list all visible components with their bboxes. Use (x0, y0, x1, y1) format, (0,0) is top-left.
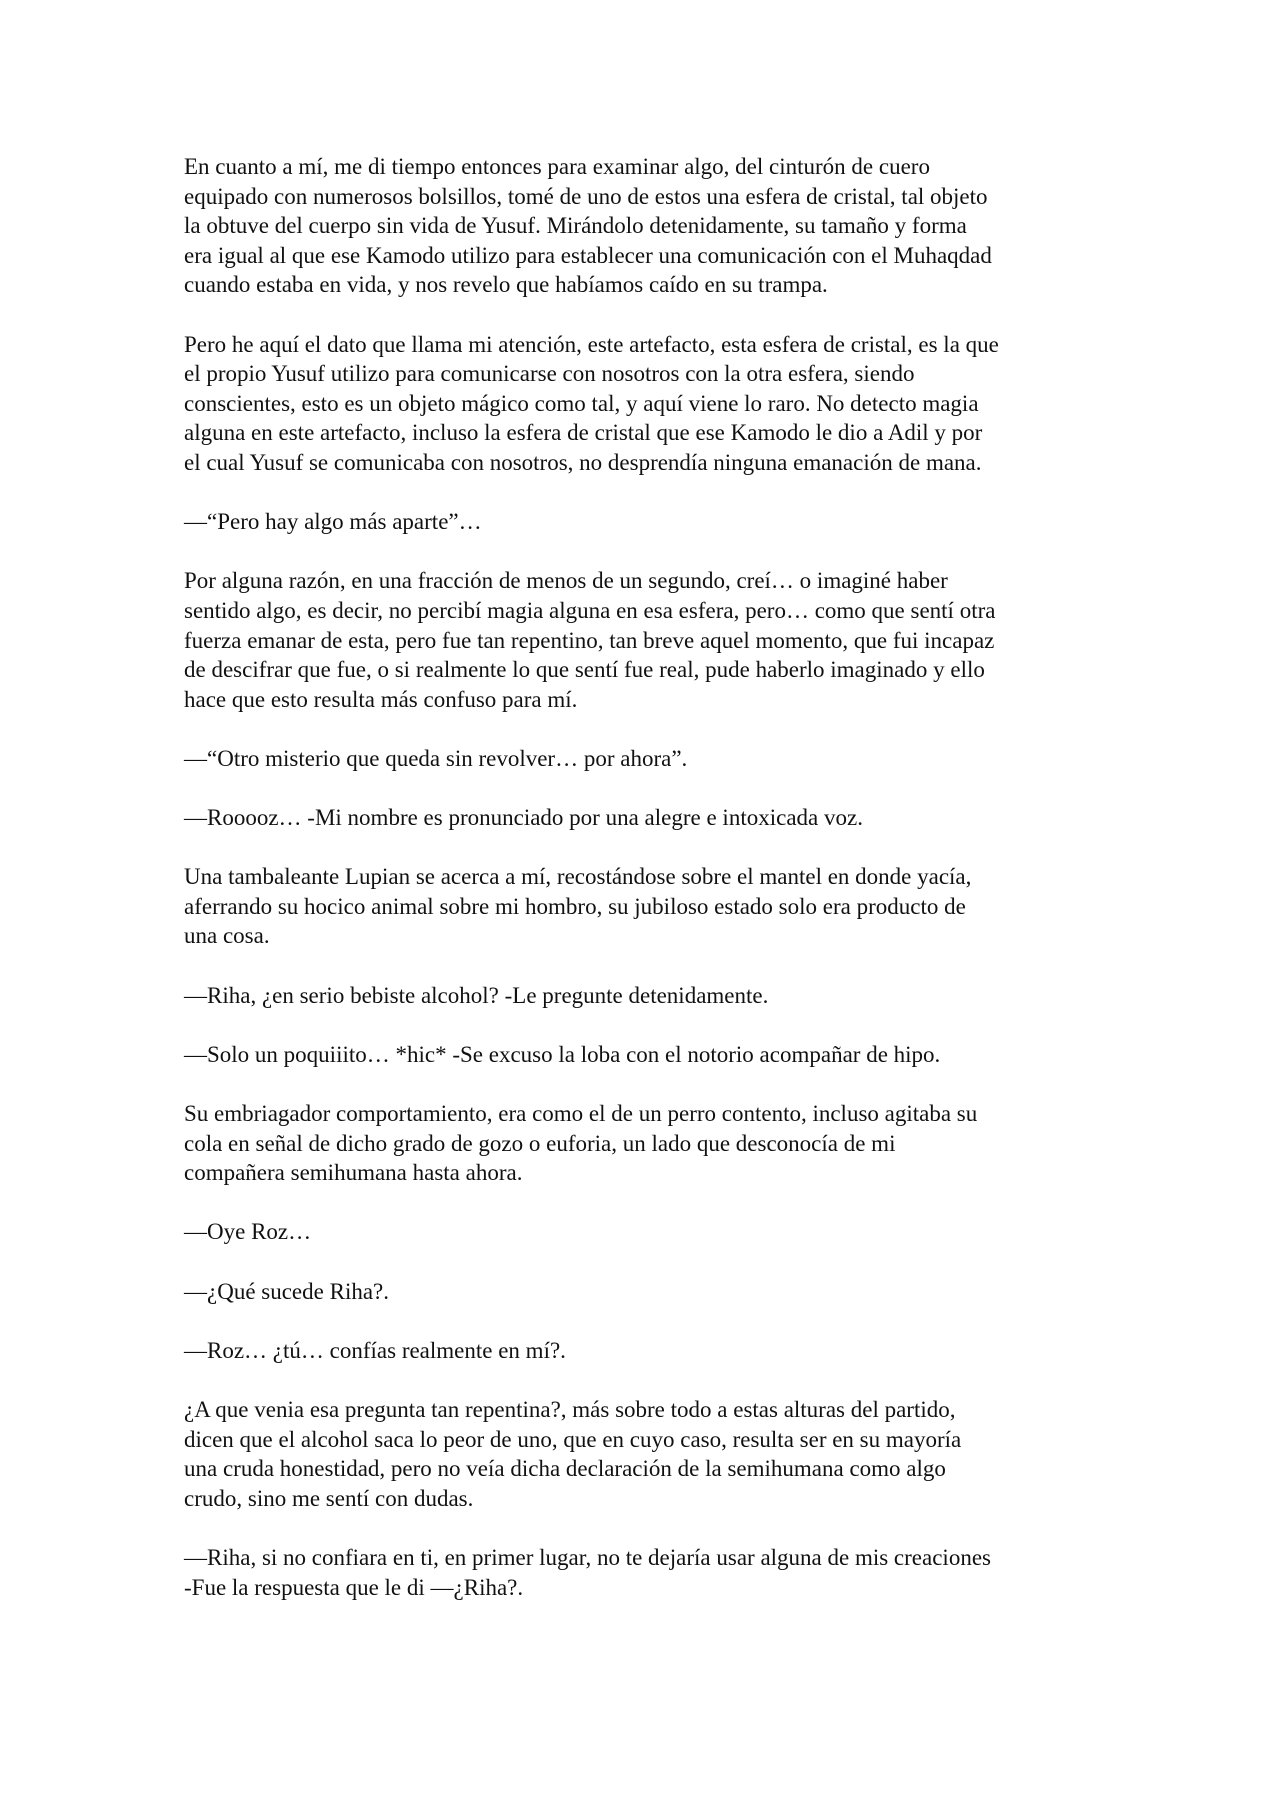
text-line: —“Otro misterio que queda sin revolver… por ahora”. (184, 745, 688, 771)
text-line: —Oye Roz… (184, 1219, 312, 1245)
text-line: -Fue la respuesta que le di —¿Riha?. (184, 1574, 524, 1600)
text-line: cola en señal de dicho grado de gozo o euforia, un lado que desconocía de mi (184, 1130, 896, 1156)
paragraph (184, 566, 1104, 714)
text-line: —Solo un poquiiito… *hic* -Se excuso la loba con el notorio acompañar de hipo. (184, 1041, 941, 1067)
text-line: de descifrar que fue, o si realmente lo que sentí fue real, pude haberlo imaginado y ello (184, 657, 985, 683)
text-line: era igual al que ese Kamodo utilizo para establecer una comunicación con el Muhaqdad (184, 242, 992, 268)
text-line: Pero he aquí el dato que llama mi atención, este artefacto, esta esfera de cristal, es la que (184, 331, 999, 357)
text-line: conscientes, esto es un objeto mágico como tal, y aquí viene lo raro. No detecto magia (184, 390, 979, 416)
text-line: compañera semihumana hasta ahora. (184, 1160, 523, 1186)
paragraph (184, 330, 1104, 478)
paragraph (184, 981, 1104, 1011)
paragraph (184, 507, 1104, 537)
text-line: —Roz… ¿tú… confías realmente en mí?. (184, 1337, 566, 1363)
paragraph (184, 803, 1104, 833)
text-line: ¿A que venia esa pregunta tan repentina?, más sobre todo a estas alturas del partido, (184, 1396, 956, 1422)
text-line: dicen que el alcohol saca lo peor de uno, que en cuyo caso, resulta ser en su mayoría (184, 1426, 962, 1452)
text-line: cuando estaba en vida, y nos revelo que habíamos caído en su trampa. (184, 272, 828, 298)
text-line: Su embriagador comportamiento, era como el de un perro contento, incluso agitaba su (184, 1101, 978, 1126)
text-line: —Riha, si no confiara en ti, en primer lugar, no te dejaría usar alguna de mis creaciones (184, 1544, 991, 1570)
text-line: aferrando su hocico animal sobre mi hombro, su jubiloso estado solo era producto de (184, 893, 966, 919)
text-line: el propio Yusuf utilizo para comunicarse con nosotros con la otra esfera, siendo (184, 361, 915, 387)
paragraph (184, 152, 1104, 300)
paragraph (184, 1336, 1104, 1366)
paragraph (184, 1543, 1104, 1602)
text-line: —¿Qué sucede Riha?. (184, 1278, 390, 1304)
paragraph (184, 862, 1104, 951)
text-line: —Riha, ¿en serio bebiste alcohol? -Le pregunte detenidamente. (184, 982, 769, 1008)
text-line: el cual Yusuf se comunicaba con nosotros, no desprendía ninguna emanación de mana. (184, 449, 982, 475)
paragraph (184, 1217, 1104, 1247)
text-line: alguna en este artefacto, incluso la esfera de cristal que ese Kamodo le dio a Adil y por (184, 420, 983, 446)
paragraph (184, 1277, 1104, 1307)
text-line: Por alguna razón, en una fracción de menos de un segundo, creí… o imaginé haber (184, 568, 948, 594)
text-line: la obtuve del cuerpo sin vida de Yusuf. Mirándolo detenidamente, su tamaño y forma (184, 213, 967, 239)
text-line: hace que esto resulta más confuso para mí. (184, 686, 578, 712)
text-line: En cuanto a mí, me di tiempo entonces para examinar algo, del cinturón de cuero (184, 154, 930, 179)
paragraph (184, 1040, 1104, 1070)
text-line: equipado con numerosos bolsillos, tomé de uno de estos una esfera de cristal, tal objeto (184, 183, 988, 209)
paragraph (184, 1099, 1104, 1188)
text-line: crudo, sino me sentí con dudas. (184, 1485, 474, 1511)
text-line: fuerza emanar de esta, pero fue tan repentino, tan breve aquel momento, que fui incapaz (184, 627, 995, 653)
text-line: Una tambaleante Lupian se acerca a mí, recostándose sobre el mantel en donde yacía, (184, 864, 972, 890)
text-line: —Rooooz… -Mi nombre es pronunciado por una alegre e intoxicada voz. (184, 805, 863, 831)
text-line: una cosa. (184, 923, 270, 949)
body-text (184, 152, 1104, 1632)
text-line: una cruda honestidad, pero no veía dicha declaración de la semihumana como algo (184, 1456, 946, 1482)
paragraph (184, 1395, 1104, 1513)
text-line: —“Pero hay algo más aparte”… (184, 509, 482, 535)
paragraph (184, 744, 1104, 774)
text-line: sentido algo, es decir, no percibí magia alguna en esa esfera, pero… como que sentí otra (184, 597, 996, 623)
